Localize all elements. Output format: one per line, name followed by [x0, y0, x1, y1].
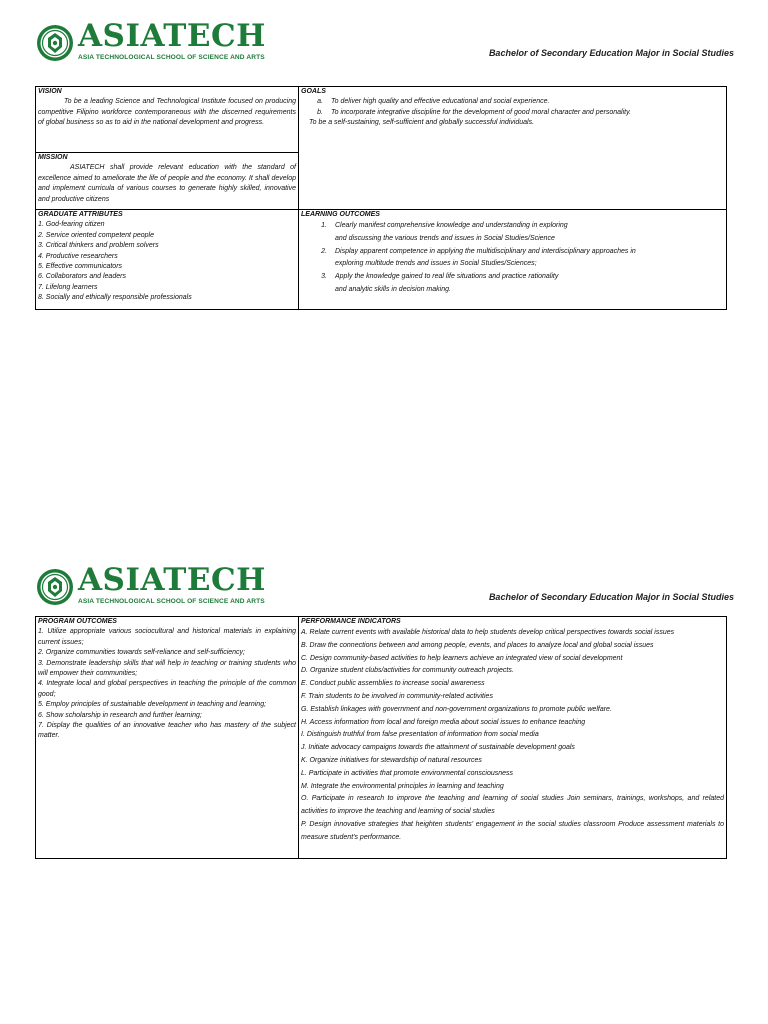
- program-outcomes-cell: [36, 617, 299, 859]
- vision-cell: [36, 87, 299, 153]
- program-outcome-item: 3. Demonstrate leadership skills that will help in teaching or training students who will empower their communities;: [38, 659, 296, 678]
- asiatech-logo: [36, 18, 276, 66]
- graduate-attribute-item: 4. Productive researchers: [38, 252, 118, 260]
- program-outcome-item: 2. Organize communities towards self-reliance and self-sufficiency;: [38, 649, 245, 657]
- mission-heading: MISSION: [38, 154, 68, 161]
- brand-name: ASIATECH: [78, 562, 266, 598]
- graduate-attribute-item: 6. Collaborators and leaders: [38, 273, 126, 281]
- brand-subtitle: ASIA TECHNOLOGICAL SCHOOL OF SCIENCE AND ARTS: [78, 598, 265, 605]
- learning-outcome-text: Apply the knowledge gained to real life situations and practice rationality: [335, 273, 559, 281]
- program-title: Bachelor of Secondary Education Major in Social Studies: [488, 48, 734, 58]
- outcomes-table: [35, 616, 727, 859]
- performance-indicator-item: K. Organize initiatives for stewardship of natural resources: [301, 756, 482, 764]
- graduate-attributes-heading: GRADUATE ATTRIBUTES: [38, 211, 123, 218]
- graduate-attribute-item: 3. Critical thinkers and problem solvers: [38, 242, 159, 250]
- asiatech-logo: [36, 562, 276, 610]
- learning-outcomes-cell: [299, 210, 727, 310]
- brand-subtitle: ASIA TECHNOLOGICAL SCHOOL OF SCIENCE AND ARTS: [78, 54, 265, 61]
- performance-indicator-item: H. Access information from local and foreign media about social issues to enhance teaching: [301, 718, 586, 726]
- learning-outcome-marker: 2.: [321, 247, 327, 255]
- performance-indicators-heading: PERFORMANCE INDICATORS: [301, 618, 401, 625]
- goals-heading: GOALS: [301, 88, 326, 95]
- vision-heading: VISION: [38, 88, 62, 95]
- goal-item: [301, 108, 724, 118]
- performance-indicator-item: G. Establish linkages with government and non-government organizations to promote public welfare.: [301, 705, 612, 713]
- learning-outcome-text: Clearly manifest comprehensive knowledge and understanding in exploring: [335, 222, 568, 229]
- brand-name: ASIATECH: [78, 18, 266, 54]
- goals-closing: To be a self-sustaining, self-sufficient and globally successful individuals.: [309, 119, 535, 127]
- performance-indicator-item: I. Distinguish truthful from false presentation of information from social media: [301, 731, 539, 739]
- program-outcomes-heading: PROGRAM OUTCOMES: [38, 618, 117, 625]
- performance-indicator-item: B. Draw the connections between and among people, events, and places to analyze local and global social issues: [301, 641, 654, 649]
- vmg-table: [35, 86, 727, 310]
- program-outcome-item: 7. Display the qualities of an innovative teacher who has mastery of the subject matter.: [38, 722, 296, 740]
- program-outcome-item: 6. Show scholarship in research and further learning;: [38, 711, 202, 719]
- learning-outcome-item: [301, 220, 724, 233]
- performance-indicators-cell: [299, 617, 727, 859]
- performance-indicator-item: C. Design community-based activities to help learners achieve an integrated view of social development: [301, 654, 623, 662]
- goal-text: To deliver high quality and effective educational and social experience.: [331, 98, 550, 106]
- performance-indicator-item: E. Conduct public assemblies to increase social awareness: [301, 680, 485, 688]
- school-seal-icon: [36, 24, 74, 62]
- graduate-attributes-cell: [36, 210, 299, 310]
- performance-indicator-item: O. Participate in research to improve the teaching and learning of social studies Join seminars, trainings, workshops, and related activities to improve the teaching and learning of social studies: [301, 795, 724, 816]
- school-seal-icon: [36, 568, 74, 606]
- program-outcome-item: 1. Utilize appropriate various sociocultural and historical materials in explaining current issues;: [38, 628, 296, 646]
- learning-outcomes-heading: LEARNING OUTCOMES: [301, 211, 380, 218]
- performance-indicator-item: M. Integrate the environmental principles in learning and teaching: [301, 782, 504, 790]
- learning-outcome-text: exploring multitude trends and issues in Social Studies/Sciences;: [335, 260, 537, 268]
- learning-outcome-marker: 3.: [321, 273, 327, 281]
- performance-indicator-item: J. Initiate advocacy campaigns towards the attainment of sustainable development goals: [301, 744, 575, 752]
- graduate-attribute-item: 7. Lifelong learners: [38, 283, 98, 291]
- learning-outcome-text: Display apparent competence in applying the multidisciplinary and interdisciplinary approaches in: [335, 247, 636, 255]
- graduate-attribute-item: 2. Service oriented competent people: [38, 231, 154, 239]
- goals-cell: [299, 87, 727, 210]
- vision-text: To be a leading Science and Technological Institute focused on producing competitive Filipino workforce contemporaneous with the discerned requirements of global business so as to aid in the national development and progress.: [38, 98, 296, 127]
- learning-outcome-text: and discussing the various trends and issues in Social Studies/Science: [335, 234, 555, 242]
- graduate-attribute-item: 5. Effective communicators: [38, 263, 123, 271]
- performance-indicator-item: A. Relate current events with available historical data to help students develop critical perspectives towards social issues: [301, 629, 675, 636]
- program-outcome-item: 4. Integrate local and global perspectives in teaching the principle of the common good;: [38, 680, 296, 698]
- learning-outcome-marker: 1.: [321, 222, 327, 229]
- performance-indicator-item: L. Participate in activities that promote environmental consciousness: [301, 769, 514, 777]
- goal-item: [301, 97, 724, 107]
- learning-outcome-item: [301, 271, 724, 284]
- page-2: [0, 512, 768, 1024]
- performance-indicator-item: F. Train students to be involved in community-related activities: [301, 692, 493, 700]
- mission-text: ASIATECH shall provide relevant education with the standard of excellence aimed to ameliorate the life of people and the economy. It shall develop and implement curricula of various courses to generate highly skilled, innovative and productive citizens: [38, 164, 296, 203]
- goal-marker: b.: [317, 108, 323, 116]
- mission-cell: [36, 153, 299, 210]
- goal-marker: a.: [317, 98, 323, 106]
- learning-outcome-item: [301, 246, 724, 259]
- program-outcome-item: 5. Employ principles of sustainable development in teaching and learning;: [38, 701, 267, 709]
- graduate-attribute-item: 8. Socially and ethically responsible professionals: [38, 294, 192, 302]
- performance-indicator-item: D. Organize student clubs/activities for community outreach projects.: [301, 667, 514, 675]
- graduate-attribute-item: 1. God-fearing citizen: [38, 221, 105, 229]
- learning-outcome-text: and analytic skills in decision making.: [335, 285, 451, 293]
- program-title: Bachelor of Secondary Education Major in Social Studies: [488, 592, 734, 602]
- performance-indicator-item: P. Design innovative strategies that heighten students' engagement in the social studies classroom Produce assessment materials to measure student's performance.: [301, 820, 724, 841]
- goal-text: To incorporate integrative discipline for the development of good moral character and personality.: [331, 108, 632, 116]
